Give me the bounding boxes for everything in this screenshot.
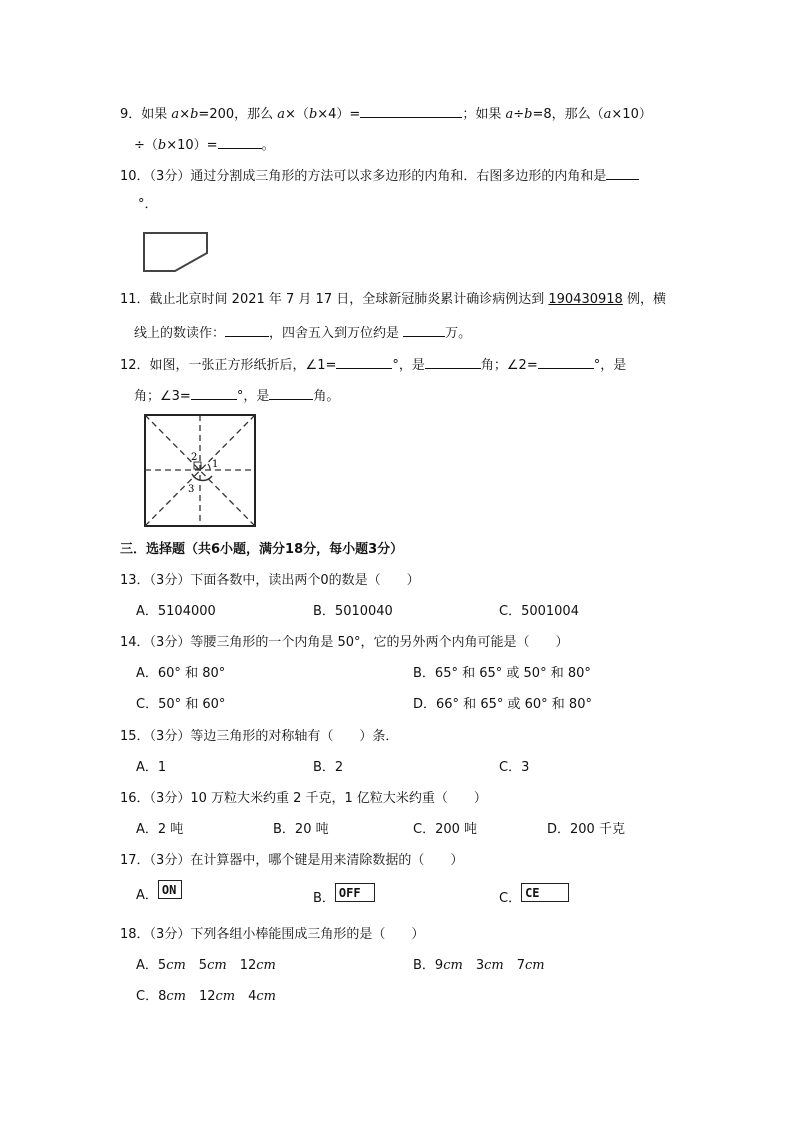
text: 。 [261, 138, 275, 153]
length-value: 5 [198, 958, 208, 973]
label-angle-3: 3 [188, 484, 195, 495]
text: ×4）= [317, 107, 361, 122]
question-10-line-2 [138, 196, 158, 214]
option-letter: A． [136, 888, 158, 903]
question-18-stem: 18．（3分）下列各组小棒能围成三角形的是（ ） [120, 927, 425, 942]
option-17-b[interactable] [313, 886, 375, 908]
length-value: 9 [434, 958, 444, 973]
answer-blank[interactable] [218, 134, 262, 149]
text: 角。 [313, 389, 340, 404]
unit: cm [256, 958, 276, 973]
option-16-d[interactable]: D．200 千克 [547, 822, 625, 837]
length-value: 8 [158, 989, 167, 1004]
var-a: a [171, 107, 180, 122]
folded-square-figure [140, 412, 258, 530]
text: ×10） [611, 107, 652, 122]
question-15-stem: 15．（3分）等边三角形的对称轴有（ ）条． [120, 729, 399, 744]
label-angle-2: 2 [191, 452, 198, 463]
option-18-b[interactable] [413, 957, 545, 975]
answer-blank[interactable] [360, 103, 462, 118]
answer-blank-reading[interactable] [225, 322, 269, 337]
text: 角；∠3= [134, 389, 191, 404]
var-a: a [505, 107, 514, 122]
length-value: 7 [516, 958, 525, 973]
question-11-line-1 [120, 291, 666, 309]
off-key-icon: OFF [335, 883, 375, 902]
var-b: b [157, 138, 167, 153]
question-10-line-1 [120, 165, 639, 186]
text: 万。 [445, 326, 472, 341]
question-11-line-2 [134, 322, 471, 343]
option-letter: C． [136, 989, 159, 1004]
unit: cm [166, 989, 186, 1004]
unit: cm [207, 958, 227, 973]
answer-blank-type3[interactable] [269, 385, 313, 400]
text: ，四舍五入到万位约是 [269, 326, 404, 341]
text: =8，那么（ [532, 107, 604, 122]
text: °，是 [593, 358, 627, 373]
text: 如果 [141, 107, 172, 122]
angle-1-arc [208, 464, 210, 470]
polygon-figure [140, 230, 216, 274]
answer-blank-angle1[interactable] [336, 354, 392, 369]
degree-period: °． [138, 197, 158, 212]
option-17-c[interactable] [499, 886, 569, 908]
question-16-stem: 16．（3分）10 万粒大米约重 2 千克，1 亿粒大米约重（ ） [120, 791, 487, 806]
option-14-d[interactable]: D．66° 和 65° 或 60° 和 80° [413, 697, 592, 712]
ce-key-icon: CE [521, 883, 569, 902]
section-3-title: 三．选择题（共6小题，满分18分，每小题3分） [120, 542, 404, 557]
pentagon-shape [144, 233, 207, 271]
label-angle-1: 1 [212, 459, 219, 470]
question-text: 11．截止北京时间 2021 年 7 月 17 日，全球新冠肺炎累计确诊病例达到 [120, 292, 549, 307]
times-sign: × [179, 107, 191, 122]
question-text: 12．如图，一张正方形纸折后，∠1= [120, 358, 337, 373]
unit: cm [484, 958, 504, 973]
question-12-line-1 [120, 354, 626, 375]
option-letter: C． [499, 891, 522, 906]
text: 例，横 [622, 292, 666, 307]
text: ；如果 [462, 107, 506, 122]
unit: cm [215, 989, 236, 1004]
text: ×（ [285, 107, 309, 122]
answer-blank[interactable] [606, 165, 639, 180]
var-b: b [308, 107, 318, 122]
unit: cm [166, 958, 186, 973]
option-16-c[interactable]: C．200 吨 [413, 822, 478, 837]
option-15-b[interactable]: B．2 [313, 760, 344, 775]
unit: cm [256, 989, 277, 1004]
option-letter: B． [313, 891, 335, 906]
question-14-stem: 14．（3分）等腰三角形的一个内角是 50°，它的另外两个内角可能是（ ） [120, 635, 569, 650]
text: ÷（ [134, 138, 158, 153]
text: =200，那么 [198, 107, 278, 122]
text: 角；∠2= [480, 358, 538, 373]
option-16-a[interactable]: A．2 吨 [136, 822, 184, 837]
on-key-icon: ON [158, 880, 182, 899]
text: °，是 [392, 358, 425, 373]
question-9-line-1 [120, 103, 652, 124]
answer-blank-type1[interactable] [425, 354, 481, 369]
length-value: 12 [198, 989, 216, 1004]
length-value: 5 [157, 958, 167, 973]
question-13-stem: 13．（3分）下面各数中，读出两个0的数是（ ） [120, 573, 420, 588]
option-15-a[interactable]: A．1 [136, 760, 167, 775]
text: ×10）= [166, 138, 218, 153]
unit: cm [443, 958, 463, 973]
divide-sign: ÷ [513, 107, 525, 122]
option-14-c[interactable]: C．50° 和 60° [136, 697, 226, 712]
length-value: 12 [239, 958, 257, 973]
question-12-line-2 [134, 385, 339, 406]
length-value: 3 [475, 958, 485, 973]
option-14-b[interactable]: B．65° 和 65° 或 50° 和 80° [413, 666, 591, 681]
answer-blank-approx[interactable] [403, 322, 445, 337]
var-a: a [277, 107, 286, 122]
option-letter: B． [413, 958, 435, 973]
var-a: a [603, 107, 612, 122]
option-13-a[interactable]: A．5104000 [136, 604, 216, 619]
text: °，是 [236, 389, 270, 404]
question-17-stem: 17．（3分）在计算器中，哪个键是用来清除数据的（ ） [120, 853, 464, 868]
var-b: b [524, 107, 533, 122]
option-13-c[interactable]: C．5001004 [499, 604, 579, 619]
underlined-number: 190430918 [548, 292, 623, 307]
option-16-b[interactable]: B．20 吨 [273, 822, 329, 837]
option-letter: A． [136, 958, 158, 973]
option-13-b[interactable]: B．5010040 [313, 604, 393, 619]
length-value: 4 [248, 989, 257, 1004]
var-b: b [190, 107, 199, 122]
option-18-a[interactable] [136, 957, 276, 975]
option-15-c[interactable]: C．3 [499, 760, 530, 775]
option-18-c[interactable] [136, 988, 276, 1006]
answer-blank-angle2[interactable] [538, 354, 594, 369]
question-text: 10．（3分）通过分割成三角形的方法可以求多边形的内角和．右图多边形的内角和是 [120, 169, 607, 184]
unit: cm [524, 958, 545, 973]
text: 线上的数读作： [134, 326, 226, 341]
question-9-line-2 [134, 134, 275, 155]
option-17-a[interactable] [136, 883, 182, 905]
question-number: 9． [120, 107, 142, 122]
option-14-a[interactable]: A．60° 和 80° [136, 666, 226, 681]
answer-blank-angle3[interactable] [191, 385, 237, 400]
